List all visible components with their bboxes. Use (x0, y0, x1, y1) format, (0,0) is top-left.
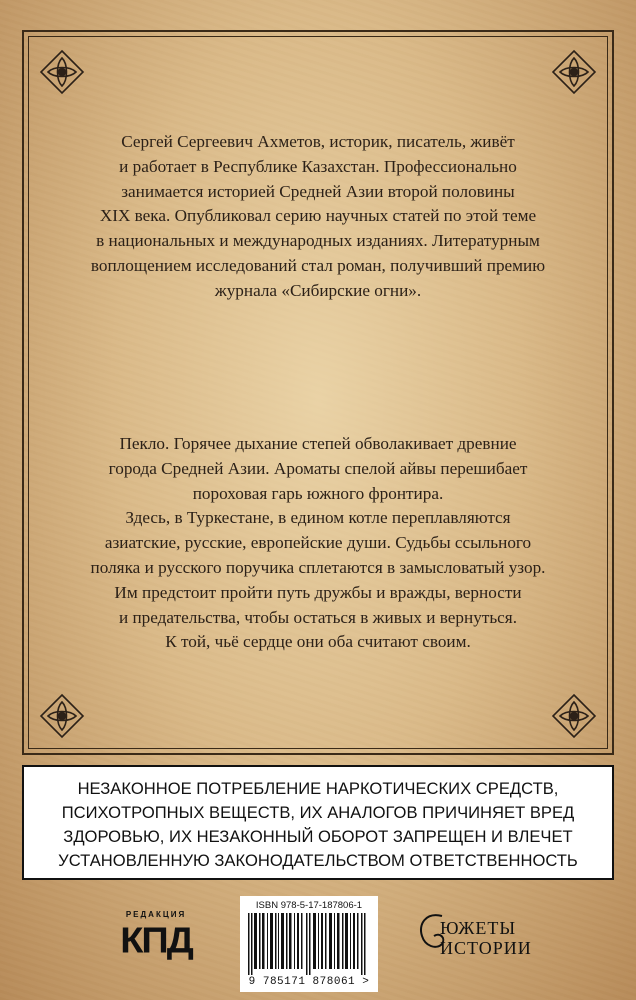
barcode-digits: 9 785171 878061 > (248, 976, 370, 988)
publisher-label: РЕДАКЦИЯ (125, 910, 187, 919)
ornament-top-left-icon (38, 48, 86, 96)
warning-line: УСТАНОВЛЕННУЮ ЗАКОНОДАТЕЛЬСТВОМ ОТВЕТСТВЕННОСТЬ (58, 851, 578, 870)
blurb-line: и предательства, чтобы остаться в живых и вернуться. (118, 607, 517, 627)
bio-line: в национальных и международных изданиях. Литературным (96, 231, 540, 251)
blurb-line: Здесь, в Туркестане, в едином котле переплавляются (125, 508, 511, 528)
isbn-label: ISBN 978-5-17-187806-1 (255, 900, 363, 911)
barcode-icon (246, 913, 372, 975)
blurb-line: Им предстоит пройти путь дружбы и вражды, верности (114, 582, 522, 602)
warning-line: НЕЗАКОННОЕ ПОТРЕБЛЕНИЕ НАРКОТИЧЕСКИХ СРЕДСТВ, (77, 779, 559, 798)
bio-line: занимается историей Средней Азии второй половины (121, 181, 515, 201)
blurb-line: Пекло. Горячее дыхание степей обволакивает древние (119, 434, 517, 453)
blurb-line: пороховая гарь южного фронтира. (192, 483, 444, 503)
ornament-bottom-right-icon (550, 692, 598, 740)
series-logo-line2: ИСТОРИИ (440, 938, 532, 958)
blurb-line: города Средней Азии. Ароматы спелой айвы перешибает (108, 458, 528, 478)
warning-line: ЗДОРОВЬЮ, ИХ НЕЗАКОННЫЙ ОБОРОТ ЗАПРЕЩЕН И ВЛЕЧЕТ (63, 827, 573, 846)
bio-line: и работает в Республике Казахстан. Профессионально (119, 156, 517, 176)
bio-line: воплощением исследований стал роман, получивший премию (90, 255, 546, 275)
warning-line: ПСИХОТРОПНЫХ ВЕЩЕСТВ, ИХ АНАЛОГОВ ПРИЧИНЯЕТ ВРЕД (61, 803, 575, 822)
bio-line: Сергей Сергеевич Ахметов, историк, писатель, живёт (121, 132, 515, 151)
blurb-line: поляка и русского поручика сплетаются в замысловатый узор. (90, 557, 546, 577)
bio-line: журнала «Сибирские огни». (214, 280, 422, 300)
publisher-logo: КПД (120, 921, 192, 961)
author-bio (40, 130, 596, 304)
book-blurb (40, 432, 596, 655)
ornament-bottom-left-icon (38, 692, 86, 740)
ornament-top-right-icon (550, 48, 598, 96)
blurb-line: азиатские, русские, европейские души. Судьбы ссыльного (104, 533, 532, 553)
health-warning-box (22, 765, 614, 880)
bio-line: XIX века. Опубликовал серию научных статей по этой теме (99, 206, 537, 226)
blurb-line: К той, чьё сердце они оба считают своим. (165, 632, 471, 652)
isbn-barcode (240, 896, 378, 992)
series-logo-line1: ЮЖЕТЫ (440, 918, 517, 938)
